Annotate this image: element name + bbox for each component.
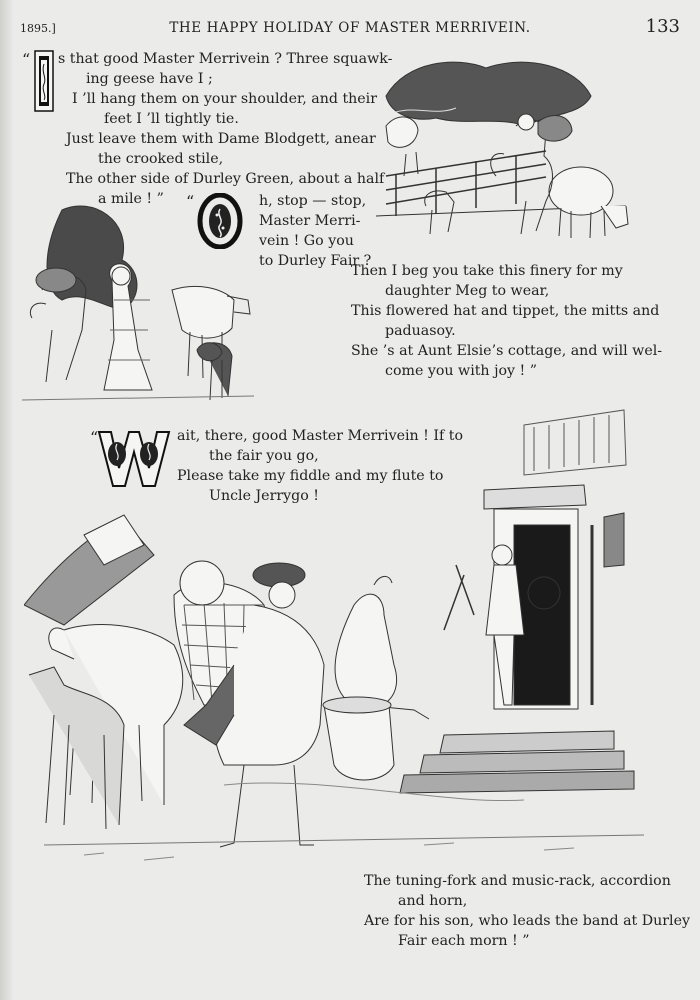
page-number: 133 <box>645 16 680 37</box>
verse-line: I ’ll hang them on your shoulder, and their <box>72 91 378 107</box>
verse-line: a mile ! ” <box>98 191 164 207</box>
verse-line: daughter Meg to wear, <box>385 283 550 299</box>
verse-line: ing geese have I ; <box>86 71 213 87</box>
opening-quote: “ <box>90 428 99 447</box>
verse-line: Just leave them with Dame Blodgett, anear <box>66 131 376 147</box>
verse-line: to Durley Fair ? <box>259 253 372 269</box>
verse-line: feet I ’ll tightly tie. <box>104 111 239 127</box>
verse-line: the fair you go, <box>209 448 319 464</box>
issue-date: 1895.] <box>20 22 56 35</box>
verse-line: h, stop — stop, <box>259 193 367 209</box>
verse-line: and horn, <box>398 893 468 909</box>
verse-line: Fair each morn ! ” <box>398 933 530 949</box>
verse-line: s that good Master Merrivein ? Three squawk- <box>58 51 393 67</box>
opening-quote: “ <box>186 192 195 211</box>
running-title: THE HAPPY HOLIDAY OF MASTER MERRIVEIN. <box>169 20 531 36</box>
verse-line: She ’s at Aunt Elsie’s cottage, and will wel- <box>351 343 663 359</box>
verse-line: The tuning-fork and music-rack, accordion <box>364 873 671 889</box>
verse-line: The other side of Durley Green, about a half <box>66 171 385 187</box>
stanza-4 <box>364 871 690 951</box>
opening-quote: “ <box>22 50 31 69</box>
verse-line: Then I beg you take this finery for my <box>351 263 623 279</box>
verse-line: come you with joy ! ” <box>385 363 538 379</box>
stanza-1 <box>58 49 392 209</box>
verse-line: ait, there, good Master Merrivein ! If to <box>177 428 464 444</box>
dropcap-i <box>34 50 54 112</box>
verse-line: Uncle Jerrygo ! <box>209 488 319 504</box>
stanza-2-narrow <box>259 191 371 271</box>
verse-line: Please take my fiddle and my flute to <box>177 468 444 484</box>
stanza-2-wide <box>351 261 662 381</box>
page-edge-shadow <box>0 0 14 1000</box>
illustration-woman-with-cow <box>22 200 254 412</box>
running-header <box>20 16 680 46</box>
illustration-merrivein-at-cottage <box>24 405 644 875</box>
verse-line: This flowered hat and tippet, the mitts and <box>351 303 660 319</box>
verse-line: vein ! Go you <box>259 233 354 249</box>
verse-line: Master Merri- <box>259 213 361 229</box>
verse-line: paduasoy. <box>385 323 456 339</box>
verse-line: Are for his son, who leads the band at Durley <box>364 913 690 929</box>
verse-line: the crooked stile, <box>98 151 224 167</box>
illustration-cattle-drover <box>376 56 636 252</box>
